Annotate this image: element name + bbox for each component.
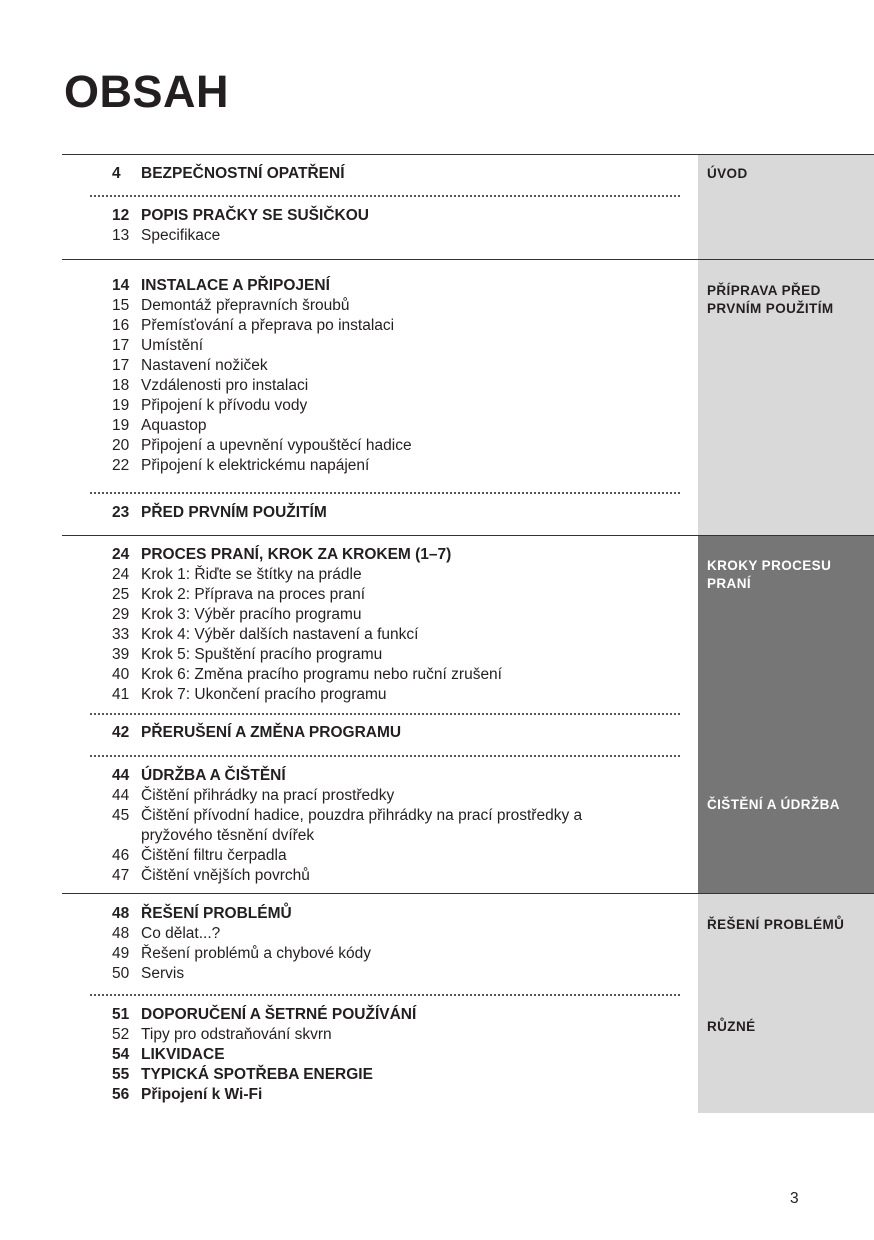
side-label-priprava: PŘÍPRAVA PŘED [707,283,821,298]
toc-entry[interactable] [112,503,327,523]
toc-entry[interactable] [112,866,310,886]
toc-entry[interactable] [112,164,345,184]
toc-entry[interactable] [112,766,286,786]
toc-entry-text: pryžového těsnění dvířek [141,827,315,844]
toc-entry-text: Krok 3: Výběr pracího programu [141,606,362,623]
toc-entry[interactable] [112,605,362,625]
toc-page-number: 29 [112,606,130,623]
toc-entry-text: Co dělat...? [141,925,221,942]
toc-entry[interactable] [112,964,184,984]
toc-entry-text: Čištění přihrádky na prací prostředky [141,787,395,804]
toc-entry-text: TYPICKÁ SPOTŘEBA ENERGIE [141,1066,373,1083]
toc-page-number: 23 [112,504,130,521]
toc-entry-text: Nastavení nožiček [141,357,268,374]
toc-page-number: 19 [112,417,130,434]
toc-entry[interactable] [112,1045,225,1065]
toc-page-number: 15 [112,297,130,314]
toc-page-number: 55 [112,1066,130,1083]
toc-entry[interactable] [112,665,502,685]
toc-entry[interactable] [112,904,292,924]
toc-page-number: 22 [112,457,130,474]
toc-entry-text: Demontáž přepravních šroubů [141,297,350,314]
toc-entry-text: Vzdálenosti pro instalaci [141,377,309,394]
dotted-divider [90,492,680,494]
toc-entry-text: Čištění přívodní hadice, pouzdra přihrádky na prací prostředky a [141,807,583,824]
toc-entry[interactable] [112,1085,262,1105]
toc-page-number: 54 [112,1046,130,1063]
toc-entry-text: Servis [141,965,185,982]
toc-entry[interactable] [112,924,220,944]
toc-entry[interactable] [112,206,369,226]
toc-entry-text: Připojení k elektrickému napájení [141,457,370,474]
toc-entry[interactable] [112,436,412,456]
toc-page-number: 44 [112,787,130,804]
toc-entry-text: Řešení problémů a chybové kódy [141,945,372,962]
toc-entry-text: Krok 6: Změna pracího programu nebo ruční zrušení [141,666,502,683]
toc-entry-text: PŘERUŠENÍ A ZMĚNA PROGRAMU [141,724,402,741]
toc-page-number: 19 [112,397,130,414]
toc-entry[interactable] [112,316,394,336]
toc-entry[interactable] [112,806,582,826]
section-divider [62,535,874,536]
toc-page-number: 56 [112,1086,130,1103]
toc-entry[interactable] [112,1065,373,1085]
toc-entry-text: PŘED PRVNÍM POUŽITÍM [141,504,327,521]
toc-page-number: 47 [112,867,130,884]
toc-entry-text: POPIS PRAČKY SE SUŠIČKOU [141,207,369,224]
dotted-divider [90,713,680,715]
toc-page-number: 25 [112,586,130,603]
toc-entry[interactable] [112,944,371,964]
toc-page-number: 39 [112,646,130,663]
toc-page-number: 24 [112,566,130,583]
toc-page-number: 12 [112,207,130,224]
toc-entry[interactable] [112,685,387,705]
toc-page-number: 13 [112,227,130,244]
toc-page-number: 49 [112,945,130,962]
toc-entry-text: Připojení k Wi-Fi [141,1086,263,1103]
section-divider [62,154,874,155]
toc-entry-text: LIKVIDACE [141,1046,225,1063]
toc-entry[interactable] [112,336,203,356]
toc-entry[interactable] [112,356,268,376]
toc-page-number: 17 [112,337,130,354]
toc-entry[interactable] [112,226,220,246]
toc-page-number: 48 [112,925,130,942]
toc-entry[interactable] [112,786,394,806]
side-label-uvod: ÚVOD [707,166,748,181]
toc-entry-text: PROCES PRANÍ, KROK ZA KROKEM (1–7) [141,546,452,563]
toc-entry-text: Čištění filtru čerpadla [141,847,287,864]
dotted-divider [90,755,680,757]
section-divider [62,259,874,260]
toc-entry[interactable] [112,645,382,665]
toc-entry-text: ÚDRŽBA A ČIŠTĚNÍ [141,767,286,784]
toc-entry-text: Krok 2: Příprava na proces praní [141,586,366,603]
toc-page-number: 41 [112,686,130,703]
toc-entry-text: Připojení a upevnění vypouštěcí hadice [141,437,412,454]
toc-entry-text: INSTALACE A PŘIPOJENÍ [141,277,330,294]
side-label-reseni: ŘEŠENÍ PROBLÉMŮ [707,917,845,932]
toc-page-number: 4 [112,165,121,182]
side-label-cisteni: ČIŠTĚNÍ A ÚDRŽBA [707,797,840,812]
toc-entry-text: Připojení k přívodu vody [141,397,308,414]
toc-entry[interactable] [112,296,350,316]
toc-entry[interactable] [112,846,287,866]
toc-entry[interactable] [112,545,451,565]
toc-page-number: 18 [112,377,130,394]
toc-entry[interactable] [112,1025,332,1045]
toc-entry-text: Specifikace [141,227,221,244]
toc-page-number: 17 [112,357,130,374]
toc-entry[interactable] [112,723,401,743]
toc-entry[interactable] [112,565,362,585]
section-divider [62,893,874,894]
toc-entry[interactable] [112,585,365,605]
toc-page-number: 52 [112,1026,130,1043]
toc-entry-text: Tipy pro odstraňování skvrn [141,1026,332,1043]
side-label-kroky: KROKY PROCESU [707,558,832,573]
toc-entry[interactable] [112,276,330,296]
toc-entry[interactable] [112,416,207,436]
toc-entry-continuation [141,826,314,846]
toc-page-number: 42 [112,724,130,741]
toc-page-number: 44 [112,767,130,784]
toc-entry-text: Krok 1: Řiďte se štítky na prádle [141,566,362,583]
toc-page-number: 24 [112,546,130,563]
side-label-priprava: PRVNÍM POUŽITÍM [707,301,834,316]
toc-page-number: 50 [112,965,130,982]
page-number: 3 [790,1190,799,1207]
toc-entry-text: DOPORUČENÍ A ŠETRNÉ POUŽÍVÁNÍ [141,1006,417,1023]
side-label-kroky: PRANÍ [707,576,752,591]
toc-entry[interactable] [112,456,369,476]
toc-entry-text: Čištění vnějších povrchů [141,867,310,884]
toc-page-number: 16 [112,317,130,334]
toc-page-number: 46 [112,847,130,864]
page-title: OBSAH [64,66,230,117]
toc-entry-text: Umístění [141,337,204,354]
toc-page-number: 33 [112,626,130,643]
dotted-divider [90,994,680,996]
toc-entry-text: ŘEŠENÍ PROBLÉMŮ [141,905,292,922]
toc-entry-text: Krok 4: Výběr dalších nastavení a funkcí [141,626,419,643]
side-label-ruzne: RŮZNÉ [707,1019,756,1034]
toc-entry[interactable] [112,396,307,416]
toc-entry-text: Aquastop [141,417,207,434]
toc-entry[interactable] [112,376,308,396]
toc-page-number: 14 [112,277,130,294]
toc-page-number: 40 [112,666,130,683]
toc-page-number: 48 [112,905,130,922]
toc-entry-text: Krok 5: Spuštění pracího programu [141,646,383,663]
toc-entry-text: Krok 7: Ukončení pracího programu [141,686,387,703]
toc-page-number: 20 [112,437,130,454]
dotted-divider [90,195,680,197]
toc-entry[interactable] [112,625,418,645]
toc-entry-text: Přemísťování a přeprava po instalaci [141,317,395,334]
toc-page-number: 45 [112,807,130,824]
toc-entry[interactable] [112,1005,416,1025]
toc-page-number: 51 [112,1006,130,1023]
toc-entry-text: BEZPEČNOSTNÍ OPATŘENÍ [141,165,345,182]
